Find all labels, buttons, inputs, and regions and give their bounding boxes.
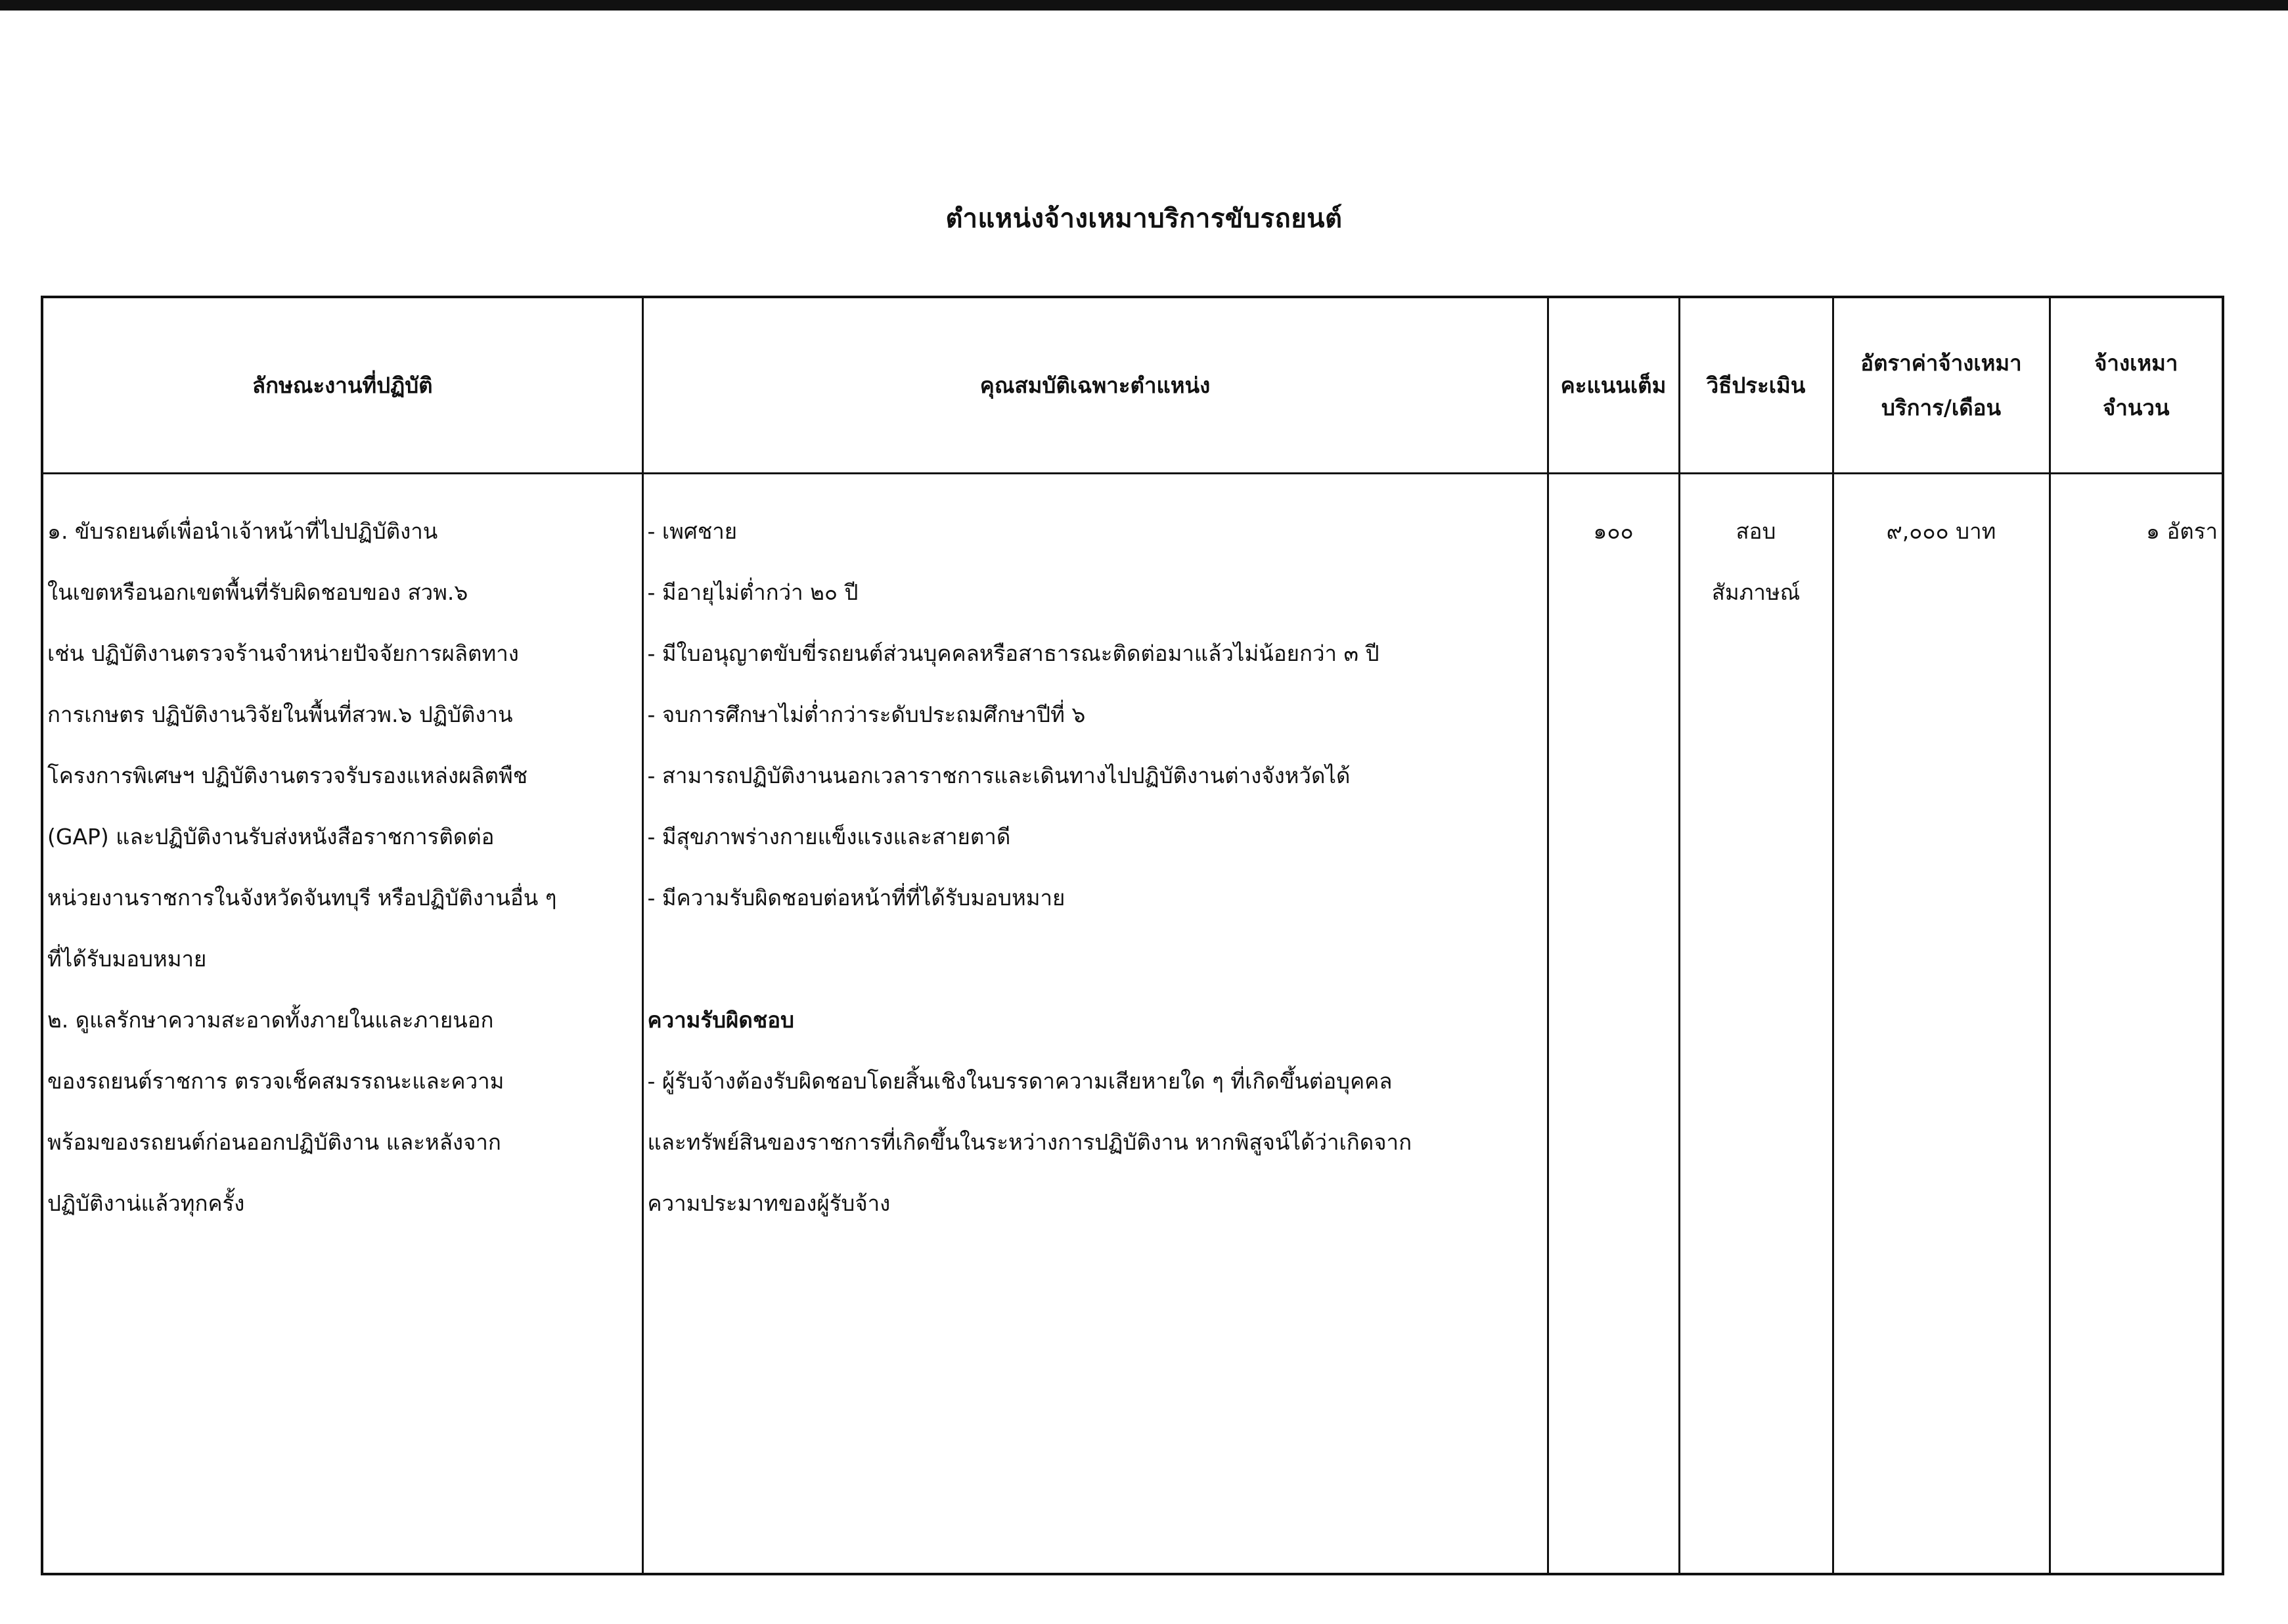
header-full-score-label: คะแนนเต็ม	[1560, 372, 1667, 398]
full-score-cell	[1548, 474, 1679, 1575]
rate-cell	[1833, 474, 2050, 1575]
responsibility-heading: ความรับผิดชอบ	[647, 1007, 794, 1033]
qualification-line: - สามารถปฏิบัติงานนอกเวลาราชการและเดินทางไปปฏิบัติงานต่างจังหวัดได้	[647, 763, 1351, 788]
qualification-line: - มีสุขภาพร่างกายแข็งแรงและสายตาดี	[647, 824, 1011, 849]
rate-value: ๙,๐๐๐ บาท	[1886, 518, 1996, 544]
header-evaluation	[1679, 297, 1833, 474]
qualifications-cell	[642, 474, 1548, 1575]
full-score-value: ๑๐๐	[1593, 518, 1634, 544]
duties-line: (GAP) และปฏิบัติงานรับส่งหนังสือราชการติดต่อ	[47, 824, 495, 849]
responsibility-line: และทรัพย์สินของราชการที่เกิดขึ้นในระหว่างการปฏิบัติงาน หากพิสูจน์ได้ว่าเกิดจาก	[647, 1129, 1412, 1155]
evaluation-line1: สอบ	[1736, 518, 1776, 544]
header-rate-line1: อัตราค่าจ้างเหมา	[1860, 350, 2022, 376]
document-title: ตำแหน่งจ้างเหมาบริการขับรถยนต์	[945, 204, 1343, 234]
header-amount	[2050, 297, 2223, 474]
qualification-line: - มีใบอนุญาตขับขี่รถยนต์ส่วนบุคคลหรือสาธารณะติดต่อมาแล้วไม่น้อยกว่า ๓ ปี	[647, 641, 1380, 666]
position-spec-table	[41, 296, 2224, 1575]
duties-line: ของรถยนต์ราชการ ตรวจเช็คสมรรถนะและความ	[47, 1068, 505, 1094]
duties-line: โครงการพิเศษฯ ปฏิบัติงานตรวจรับรองแหล่งผลิตพืช	[47, 763, 528, 788]
qualification-line: - จบการศึกษาไม่ต่ำกว่าระดับประถมศึกษาปีที่ ๖	[647, 702, 1086, 727]
evaluation-line2: สัมภาษณ์	[1711, 579, 1801, 605]
header-qualifications	[642, 297, 1548, 474]
header-evaluation-label: วิธีประเมิน	[1706, 372, 1806, 398]
qualification-line: - มีความรับผิดชอบต่อหน้าที่ที่ได้รับมอบหมาย	[647, 885, 1065, 911]
header-duties	[42, 297, 642, 474]
header-amount-line1: จ้างเหมา	[2094, 350, 2178, 376]
amount-cell	[2050, 474, 2223, 1575]
header-rate-line2: บริการ/เดือน	[1881, 394, 2002, 420]
paragraph-spacer	[648, 928, 1543, 989]
duties-line: ๑. ขับรถยนต์เพื่อนำเจ้าหน้าที่ไปปฏิบัติงาน	[47, 518, 438, 544]
duties-cell	[42, 474, 642, 1575]
duties-line: ในเขตหรือนอกเขตพื้นที่รับผิดชอบของ สวพ.๖	[47, 579, 468, 605]
header-amount-line2: จำนวน	[2102, 394, 2170, 420]
evaluation-cell	[1679, 474, 1833, 1575]
table-row	[42, 474, 2223, 1575]
duties-line: การเกษตร ปฏิบัติงานวิจัยในพื้นที่สวพ.๖ ปฏิบัติงาน	[47, 702, 513, 727]
duties-line: ๒. ดูแลรักษาความสะอาดทั้งภายในและภายนอก	[47, 1007, 494, 1033]
duties-line: เช่น ปฏิบัติงานตรวจร้านจำหน่ายปัจจัยการผลิตทาง	[47, 641, 519, 666]
amount-value: ๑ อัตรา	[2146, 518, 2218, 544]
top-scan-border	[0, 0, 2288, 11]
header-rate	[1833, 297, 2050, 474]
duties-line: หน่วยงานราชการในจังหวัดจันทบุรี หรือปฏิบัติงานอื่น ๆ	[47, 885, 557, 911]
qualification-line: - เพศชาย	[647, 518, 738, 544]
responsibility-line: ความประมาทของผู้รับจ้าง	[647, 1190, 891, 1216]
duties-line: ที่ได้รับมอบหมาย	[47, 946, 207, 972]
header-duties-label: ลักษณะงานที่ปฏิบัติ	[252, 372, 433, 398]
duties-line: ปฏิบัติงาน่แล้วทุกครั้ง	[47, 1190, 245, 1216]
header-qualifications-label: คุณสมบัติเฉพาะตำแหน่ง	[979, 372, 1211, 398]
header-full-score	[1548, 297, 1679, 474]
table-header-row	[42, 297, 2223, 474]
duties-line: พร้อมของรถยนต์ก่อนออกปฏิบัติงาน และหลังจาก	[47, 1129, 501, 1155]
qualification-line: - มีอายุไม่ต่ำกว่า ๒๐ ปี	[647, 579, 859, 605]
responsibility-line: - ผู้รับจ้างต้องรับผิดชอบโดยสิ้นเชิงในบรรดาความเสียหายใด ๆ ที่เกิดขึ้นต่อบุคคล	[647, 1068, 1393, 1094]
